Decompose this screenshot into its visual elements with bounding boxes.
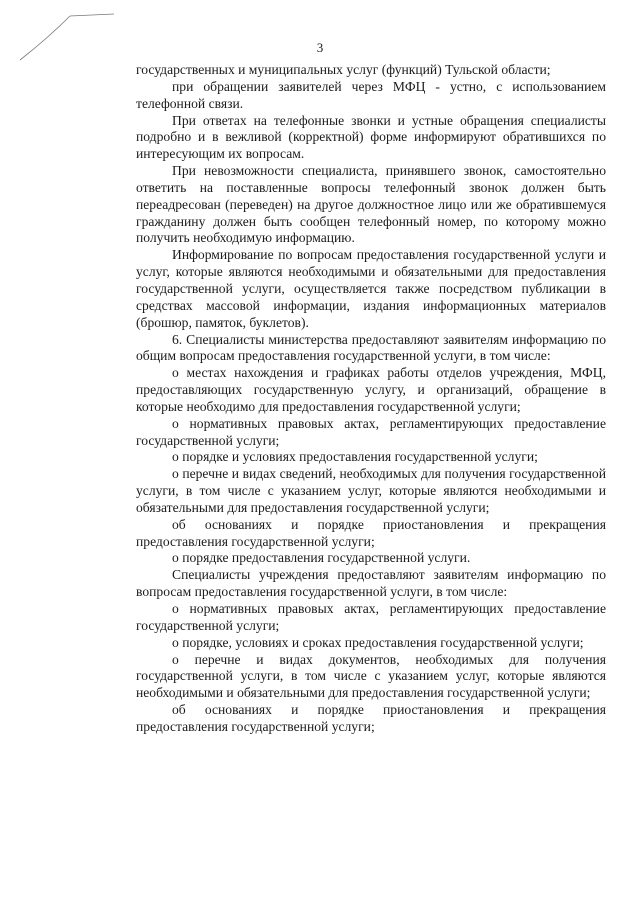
paragraph: об основаниях и порядке приостановления и прекращения предоставления государственной услуги; [136, 702, 606, 734]
paragraph: о нормативных правовых актах, регламентирующих предоставление государственной услуги; [136, 415, 606, 448]
document-body [136, 62, 606, 736]
paragraph: об основаниях и порядке приостановления и прекращения предоставления государственной услуги; [136, 516, 606, 549]
paragraph: о нормативных правовых актах, регламентирующих предоставление государственной услуги; [136, 601, 606, 633]
paragraph: при обращении заявителей через МФЦ - устно, с использованием телефонной связи. [136, 78, 606, 111]
paragraph: 6. Специалисты министерства предоставляют заявителям информацию по общим вопросам предоставления государственной услуги, в том числе: [136, 331, 606, 364]
paragraph: о порядке и условиях предоставления государственной услуги; [172, 449, 538, 465]
paragraph: При невозможности специалиста, принявшего звонок, самостоятельно ответить на поставленные вопросы телефонный звонок должен быть переадресован (переведен) на другое должностное лицо или же обратившемуся гражданину должен быть сообщен телефонный номер, по которому можно получить необходимую информацию. [136, 163, 606, 246]
paragraph: о порядке предоставления государственной услуги. [172, 550, 471, 566]
paragraph: о перечне и видах документов, необходимых для получения государственной услуги, в том числе с указанием услуг, которые являются необходимыми и обязательными для предоставления государственной услуги; [136, 651, 606, 701]
paragraph: При ответах на телефонные звонки и устные обращения специалисты подробно и в вежливой (корректной) форме информируют обратившихся по интересующим их вопросам. [136, 112, 606, 162]
paragraph: государственных и муниципальных услуг (функций) Тульской области; [136, 62, 551, 77]
paragraph: о перечне и видах сведений, необходимых для получения государственной услуги, в том числе с указанием услуг, которые являются необходимыми и обязательными для предоставления государственной услуги; [136, 466, 606, 515]
page-number: 3 [316, 40, 324, 55]
paragraph: Специалисты учреждения предоставляют заявителям информацию по вопросам предоставления государственной услуги, в том числе: [136, 567, 606, 600]
paragraph: о местах нахождения и графиках работы отделов учреждения, МФЦ, предоставляющих государственную услугу, и организаций, обращение в которые необходимо для предоставления государственной услуги; [136, 365, 606, 414]
paragraph: Информирование по вопросам предоставления государственной услуги и услуг, которые являются необходимыми и обязательными для предоставления государственной услуги, осуществляется также посредством публикации в средствах массовой информации, издания информационных материалов (брошюр, памяток, буклетов). [136, 247, 606, 330]
paragraph: о порядке, условиях и сроках предоставления государственной услуги; [172, 634, 584, 650]
